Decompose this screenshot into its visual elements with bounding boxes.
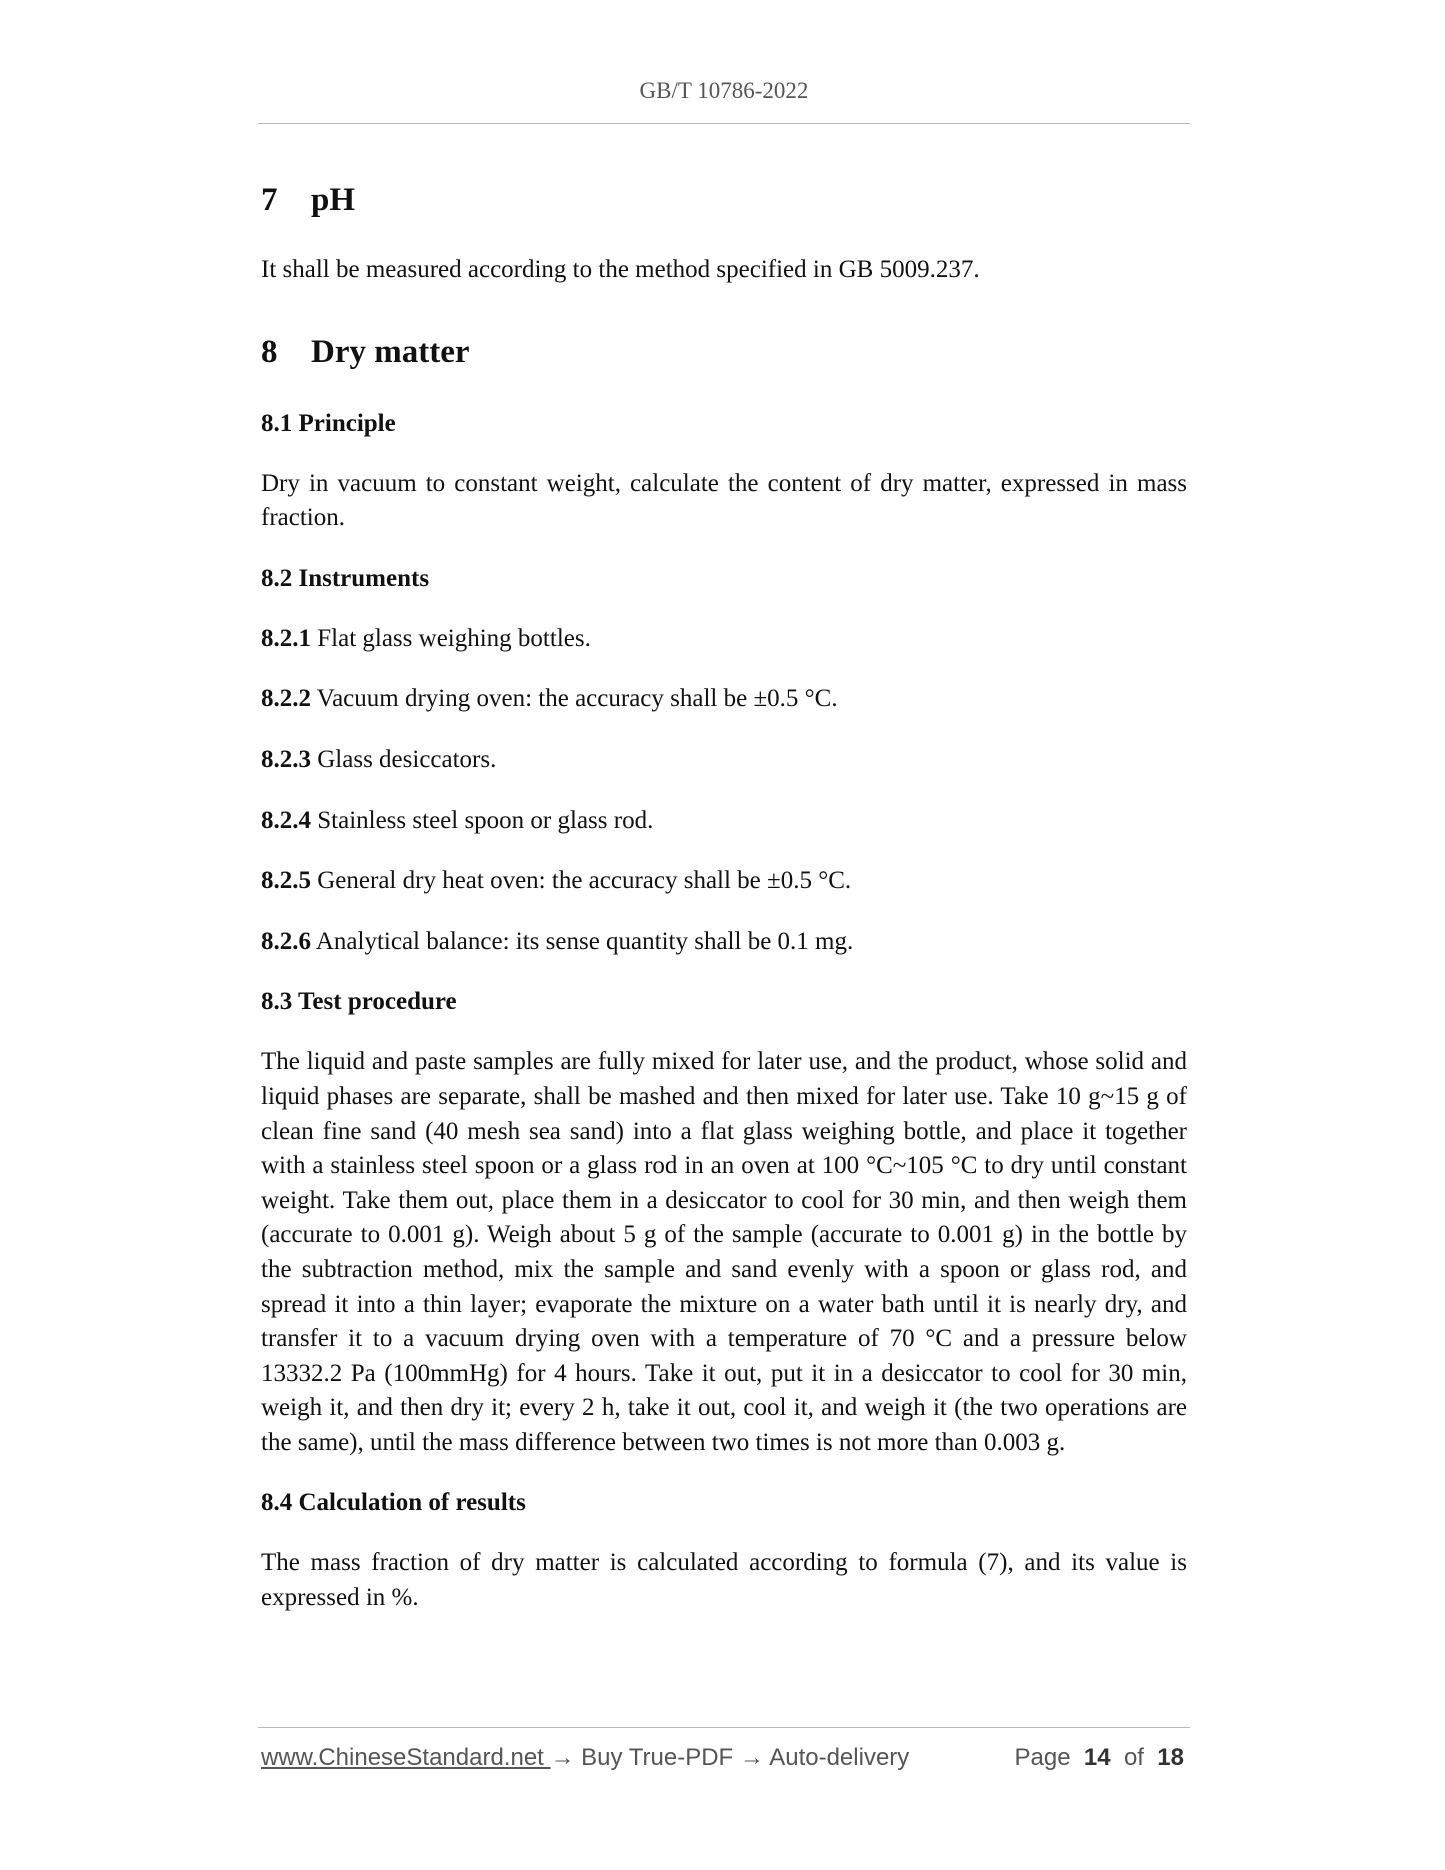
- subsection-8-4-text: The mass fraction of dry matter is calculated according to formula (7), and its value is expressed in %.: [261, 1549, 1187, 1612]
- section-8-title: Dry matter: [311, 333, 470, 370]
- subsection-8-3-text: The liquid and paste samples are fully mixed for later use, and the product, whose solid and liquid phases are separate, shall be mashed and then mixed for later use. Take 10 g~15 g of clean fine sand (40 mesh sea sand) into a flat glass weighing bottle, and place it together with a stainless steel spoon or a glass rod in an oven at 100 °C~105 °C to dry until constant weight. Take them out, place them in a desiccator to cool for 30 min, and then weigh them (accurate to 0.001 g). Weigh about 5 g of the sample (accurate to 0.001 g) in the bottle by the subtraction method, mix the sample and sand evenly with a spoon or glass rod, and spread it into a thin layer; evaporate the mixture on a water bath until it is nearly dry, and transfer it to a vacuum drying oven with a temperature of 70 °C and a pressure below 13332.2 Pa (100mmHg) for 4 hours. Take it out, put it in a desiccator to cool for 30 min, weigh it, and then dry it; every 2 h, take it out, cool it, and weigh it (the two operations are the same), until the mass difference between two times is not more than 0.003 g.: [261, 1048, 1187, 1456]
- arrow-right-icon: →: [739, 1744, 764, 1771]
- instrument-item-text: Flat glass weighing bottles.: [311, 624, 591, 652]
- section-7-number: 7: [261, 182, 278, 218]
- subsection-8-1-text: Dry in vacuum to constant weight, calculate the content of dry matter, expressed in mass fraction.: [261, 469, 1187, 532]
- website-link[interactable]: www.ChineseStandard.net: [261, 1744, 551, 1771]
- buy-pdf-text: Buy True-PDF: [574, 1744, 740, 1771]
- instrument-item: [261, 864, 1187, 899]
- instrument-item-text: Vacuum drying oven: the accuracy shall be ±0.5 °C.: [311, 685, 838, 713]
- subsection-8-4-heading: 8.4 Calculation of results: [261, 1489, 526, 1517]
- instrument-item-text: Analytical balance: its sense quantity shall be 0.1 mg.: [311, 927, 854, 955]
- subsection-8-1-heading: 8.1 Principle: [261, 409, 396, 437]
- header-divider: [258, 123, 1190, 124]
- auto-delivery-text: Auto-delivery: [763, 1744, 910, 1771]
- arrow-right-icon: →: [550, 1744, 575, 1771]
- section-7-text: It shall be measured according to the method specified in GB 5009.237.: [261, 256, 980, 283]
- instrument-item-number: 8.2.6: [261, 927, 311, 955]
- instrument-item-text: General dry heat oven: the accuracy shall be ±0.5 °C.: [311, 867, 852, 895]
- instrument-item: [261, 743, 1187, 778]
- section-8-heading: [261, 328, 1187, 376]
- document-id-header: GB/T 10786-2022: [639, 78, 809, 103]
- instrument-item: [261, 622, 1187, 657]
- instrument-item-number: 8.2.2: [261, 685, 311, 713]
- current-page-number: 14: [1083, 1744, 1111, 1771]
- page-of-label: of: [1123, 1744, 1144, 1771]
- footer-divider: [258, 1727, 1190, 1728]
- total-pages-number: 18: [1157, 1744, 1184, 1771]
- instrument-item-number: 8.2.5: [261, 867, 311, 895]
- instrument-item-number: 8.2.3: [261, 745, 311, 773]
- instrument-item-number: 8.2.4: [261, 806, 311, 834]
- footer-promo: [261, 1744, 909, 1772]
- page-content: [261, 176, 1187, 1616]
- instrument-item: [261, 925, 1187, 960]
- instrument-item-text: Glass desiccators.: [311, 745, 497, 773]
- section-8-number: 8: [261, 333, 278, 370]
- subsection-8-3-heading: 8.3 Test procedure: [261, 988, 457, 1016]
- page-indicator: [1014, 1744, 1184, 1772]
- instrument-item: [261, 682, 1187, 717]
- section-7-title: pH: [311, 182, 356, 218]
- subsection-8-2-heading: 8.2 Instruments: [261, 564, 430, 592]
- page-label: Page: [1014, 1744, 1071, 1771]
- instrument-item: [261, 804, 1187, 839]
- page-footer: [261, 1744, 1187, 1778]
- instrument-item-number: 8.2.1: [261, 624, 311, 652]
- instrument-item-text: Stainless steel spoon or glass rod.: [311, 806, 654, 834]
- section-7-heading: [261, 176, 1187, 224]
